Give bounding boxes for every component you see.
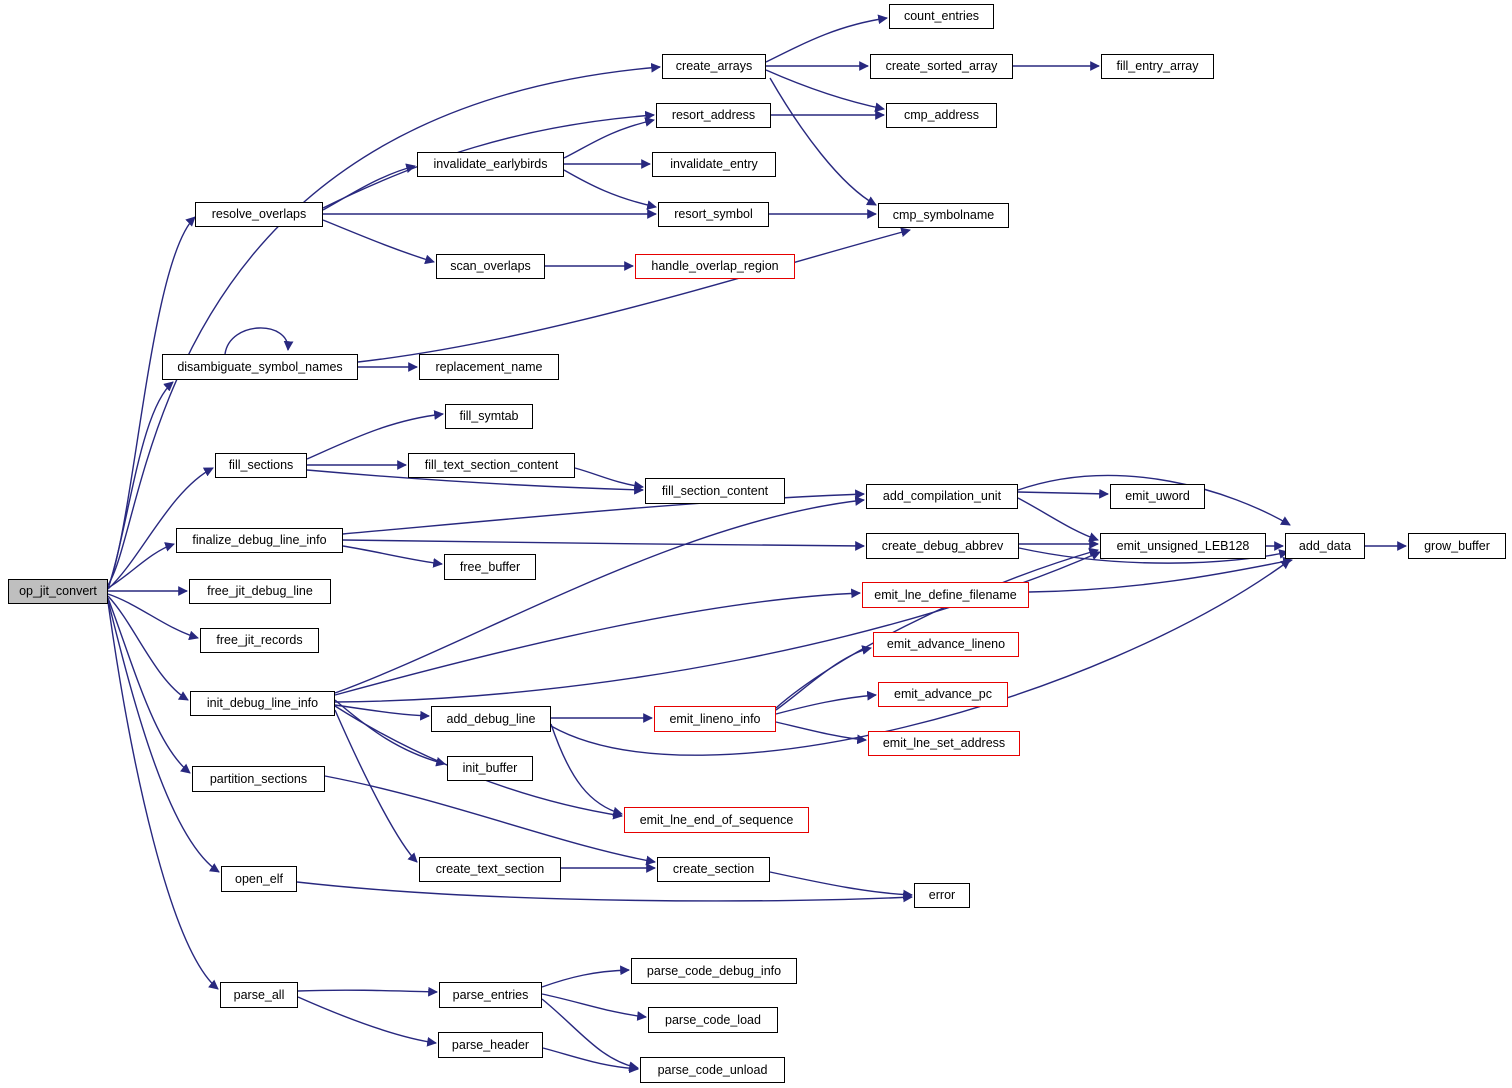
graph-node-parse_entries[interactable] (439, 982, 542, 1008)
graph-node-free_jit_records[interactable] (200, 628, 319, 653)
node-label: create_arrays (675, 59, 753, 74)
graph-node-emit_uword[interactable] (1110, 484, 1205, 509)
node-label: fill_text_section_content (424, 458, 559, 473)
graph-node-create_section[interactable] (657, 857, 770, 882)
graph-node-add_debug_line[interactable] (431, 706, 551, 732)
graph-node-finalize_debug_line_info[interactable] (176, 528, 343, 553)
node-label: parse_code_debug_info (646, 963, 782, 978)
graph-node-disambiguate_symbol_names[interactable] (162, 354, 358, 380)
node-label: add_data (1298, 538, 1352, 553)
node-label: fill_symtab (459, 409, 519, 424)
node-label: emit_advance_lineno (886, 637, 1006, 652)
graph-node-grow_buffer[interactable] (1408, 533, 1506, 559)
node-label: free_jit_debug_line (207, 584, 313, 599)
node-label: emit_uword (1125, 489, 1190, 504)
node-label: parse_code_unload (657, 1062, 768, 1077)
graph-node-fill_entry_array[interactable] (1101, 54, 1214, 79)
graph-node-fill_sections[interactable] (215, 453, 307, 478)
graph-node-cmp_symbolname[interactable] (878, 203, 1009, 228)
node-label: resort_symbol (674, 207, 753, 222)
node-label: parse_header (451, 1037, 530, 1052)
node-label: error (928, 888, 956, 903)
node-label: grow_buffer (1424, 538, 1490, 553)
node-label: emit_advance_pc (894, 687, 992, 702)
graph-node-create_sorted_array[interactable] (870, 54, 1013, 79)
graph-node-error[interactable] (914, 883, 970, 908)
node-label: disambiguate_symbol_names (177, 359, 343, 374)
graph-node-scan_overlaps[interactable] (436, 254, 545, 279)
node-label: emit_lineno_info (669, 711, 761, 726)
graph-node-parse_code_load[interactable] (648, 1007, 778, 1033)
node-label: fill_section_content (661, 483, 769, 498)
graph-node-emit_advance_lineno[interactable] (873, 632, 1019, 657)
node-label: free_jit_records (216, 633, 303, 648)
node-label: resolve_overlaps (211, 207, 307, 222)
node-label: emit_lne_define_filename (874, 587, 1017, 602)
graph-node-create_debug_abbrev[interactable] (866, 533, 1019, 559)
node-label: init_debug_line_info (206, 696, 319, 711)
graph-node-emit_lineno_info[interactable] (654, 706, 776, 732)
node-label: emit_lne_set_address (882, 736, 1006, 751)
graph-node-resort_address[interactable] (656, 103, 771, 128)
graph-node-partition_sections[interactable] (192, 766, 325, 792)
node-label: init_buffer (462, 761, 518, 776)
graph-node-create_arrays[interactable] (662, 54, 766, 79)
graph-node-handle_overlap_region[interactable] (635, 254, 795, 279)
node-label: emit_unsigned_LEB128 (1116, 538, 1250, 553)
node-label: resort_address (671, 108, 756, 123)
graph-node-init_buffer[interactable] (447, 756, 533, 781)
graph-node-emit_lne_define_filename[interactable] (862, 582, 1029, 608)
graph-node-invalidate_entry[interactable] (652, 152, 776, 177)
node-label: parse_entries (452, 987, 529, 1002)
node-label: cmp_address (903, 108, 980, 123)
graph-node-free_jit_debug_line[interactable] (189, 579, 331, 604)
graph-node-add_compilation_unit[interactable] (866, 484, 1018, 509)
node-label: create_text_section (435, 862, 545, 877)
graph-node-emit_advance_pc[interactable] (878, 682, 1008, 707)
node-label: scan_overlaps (450, 259, 531, 274)
graph-node-resolve_overlaps[interactable] (195, 202, 323, 227)
node-label: fill_sections (228, 458, 294, 473)
graph-node-parse_code_debug_info[interactable] (631, 958, 797, 984)
node-label: fill_entry_array (1116, 59, 1199, 74)
graph-node-emit_unsigned_LEB128[interactable] (1100, 533, 1266, 559)
node-label: op_jit_convert (19, 584, 97, 599)
node-label: create_debug_abbrev (881, 538, 1004, 553)
node-label: cmp_symbolname (892, 208, 995, 223)
graph-node-emit_lne_set_address[interactable] (868, 731, 1020, 756)
node-label: invalidate_entry (670, 157, 758, 172)
node-label: create_section (672, 862, 755, 877)
node-label: open_elf (235, 871, 283, 886)
node-label: create_sorted_array (885, 59, 998, 74)
graph-node-fill_symtab[interactable] (445, 404, 533, 429)
node-label: handle_overlap_region (651, 259, 779, 274)
graph-node-replacement_name[interactable] (419, 354, 559, 380)
node-label: partition_sections (209, 771, 308, 786)
graph-node-emit_lne_end_of_sequence[interactable] (624, 807, 809, 833)
graph-node-init_debug_line_info[interactable] (190, 691, 335, 716)
node-label: emit_lne_end_of_sequence (639, 812, 794, 827)
graph-node-parse_header[interactable] (438, 1032, 543, 1058)
node-label: count_entries (903, 9, 980, 24)
graph-node-cmp_address[interactable] (886, 103, 997, 128)
graph-node-add_data[interactable] (1285, 533, 1365, 559)
graph-node-count_entries[interactable] (889, 4, 994, 29)
graph-node-resort_symbol[interactable] (658, 202, 769, 227)
node-label: replacement_name (435, 359, 543, 374)
graph-node-create_text_section[interactable] (419, 857, 561, 882)
graph-node-invalidate_earlybirds[interactable] (417, 152, 564, 177)
node-label: add_compilation_unit (882, 489, 1002, 504)
graph-node-parse_all[interactable] (220, 982, 298, 1008)
graph-node-free_buffer[interactable] (444, 554, 536, 580)
node-label: finalize_debug_line_info (192, 533, 327, 548)
node-label: parse_all (233, 987, 285, 1002)
node-label: add_debug_line (446, 711, 536, 726)
node-label: parse_code_load (665, 1012, 761, 1027)
graph-node-fill_section_content[interactable] (645, 478, 785, 504)
node-label: invalidate_earlybirds (433, 157, 548, 172)
node-label: free_buffer (459, 559, 521, 574)
graph-node-open_elf[interactable] (221, 866, 297, 892)
graph-node-op_jit_convert[interactable] (8, 579, 108, 604)
graph-node-fill_text_section_content[interactable] (408, 453, 575, 478)
graph-node-parse_code_unload[interactable] (640, 1057, 785, 1083)
